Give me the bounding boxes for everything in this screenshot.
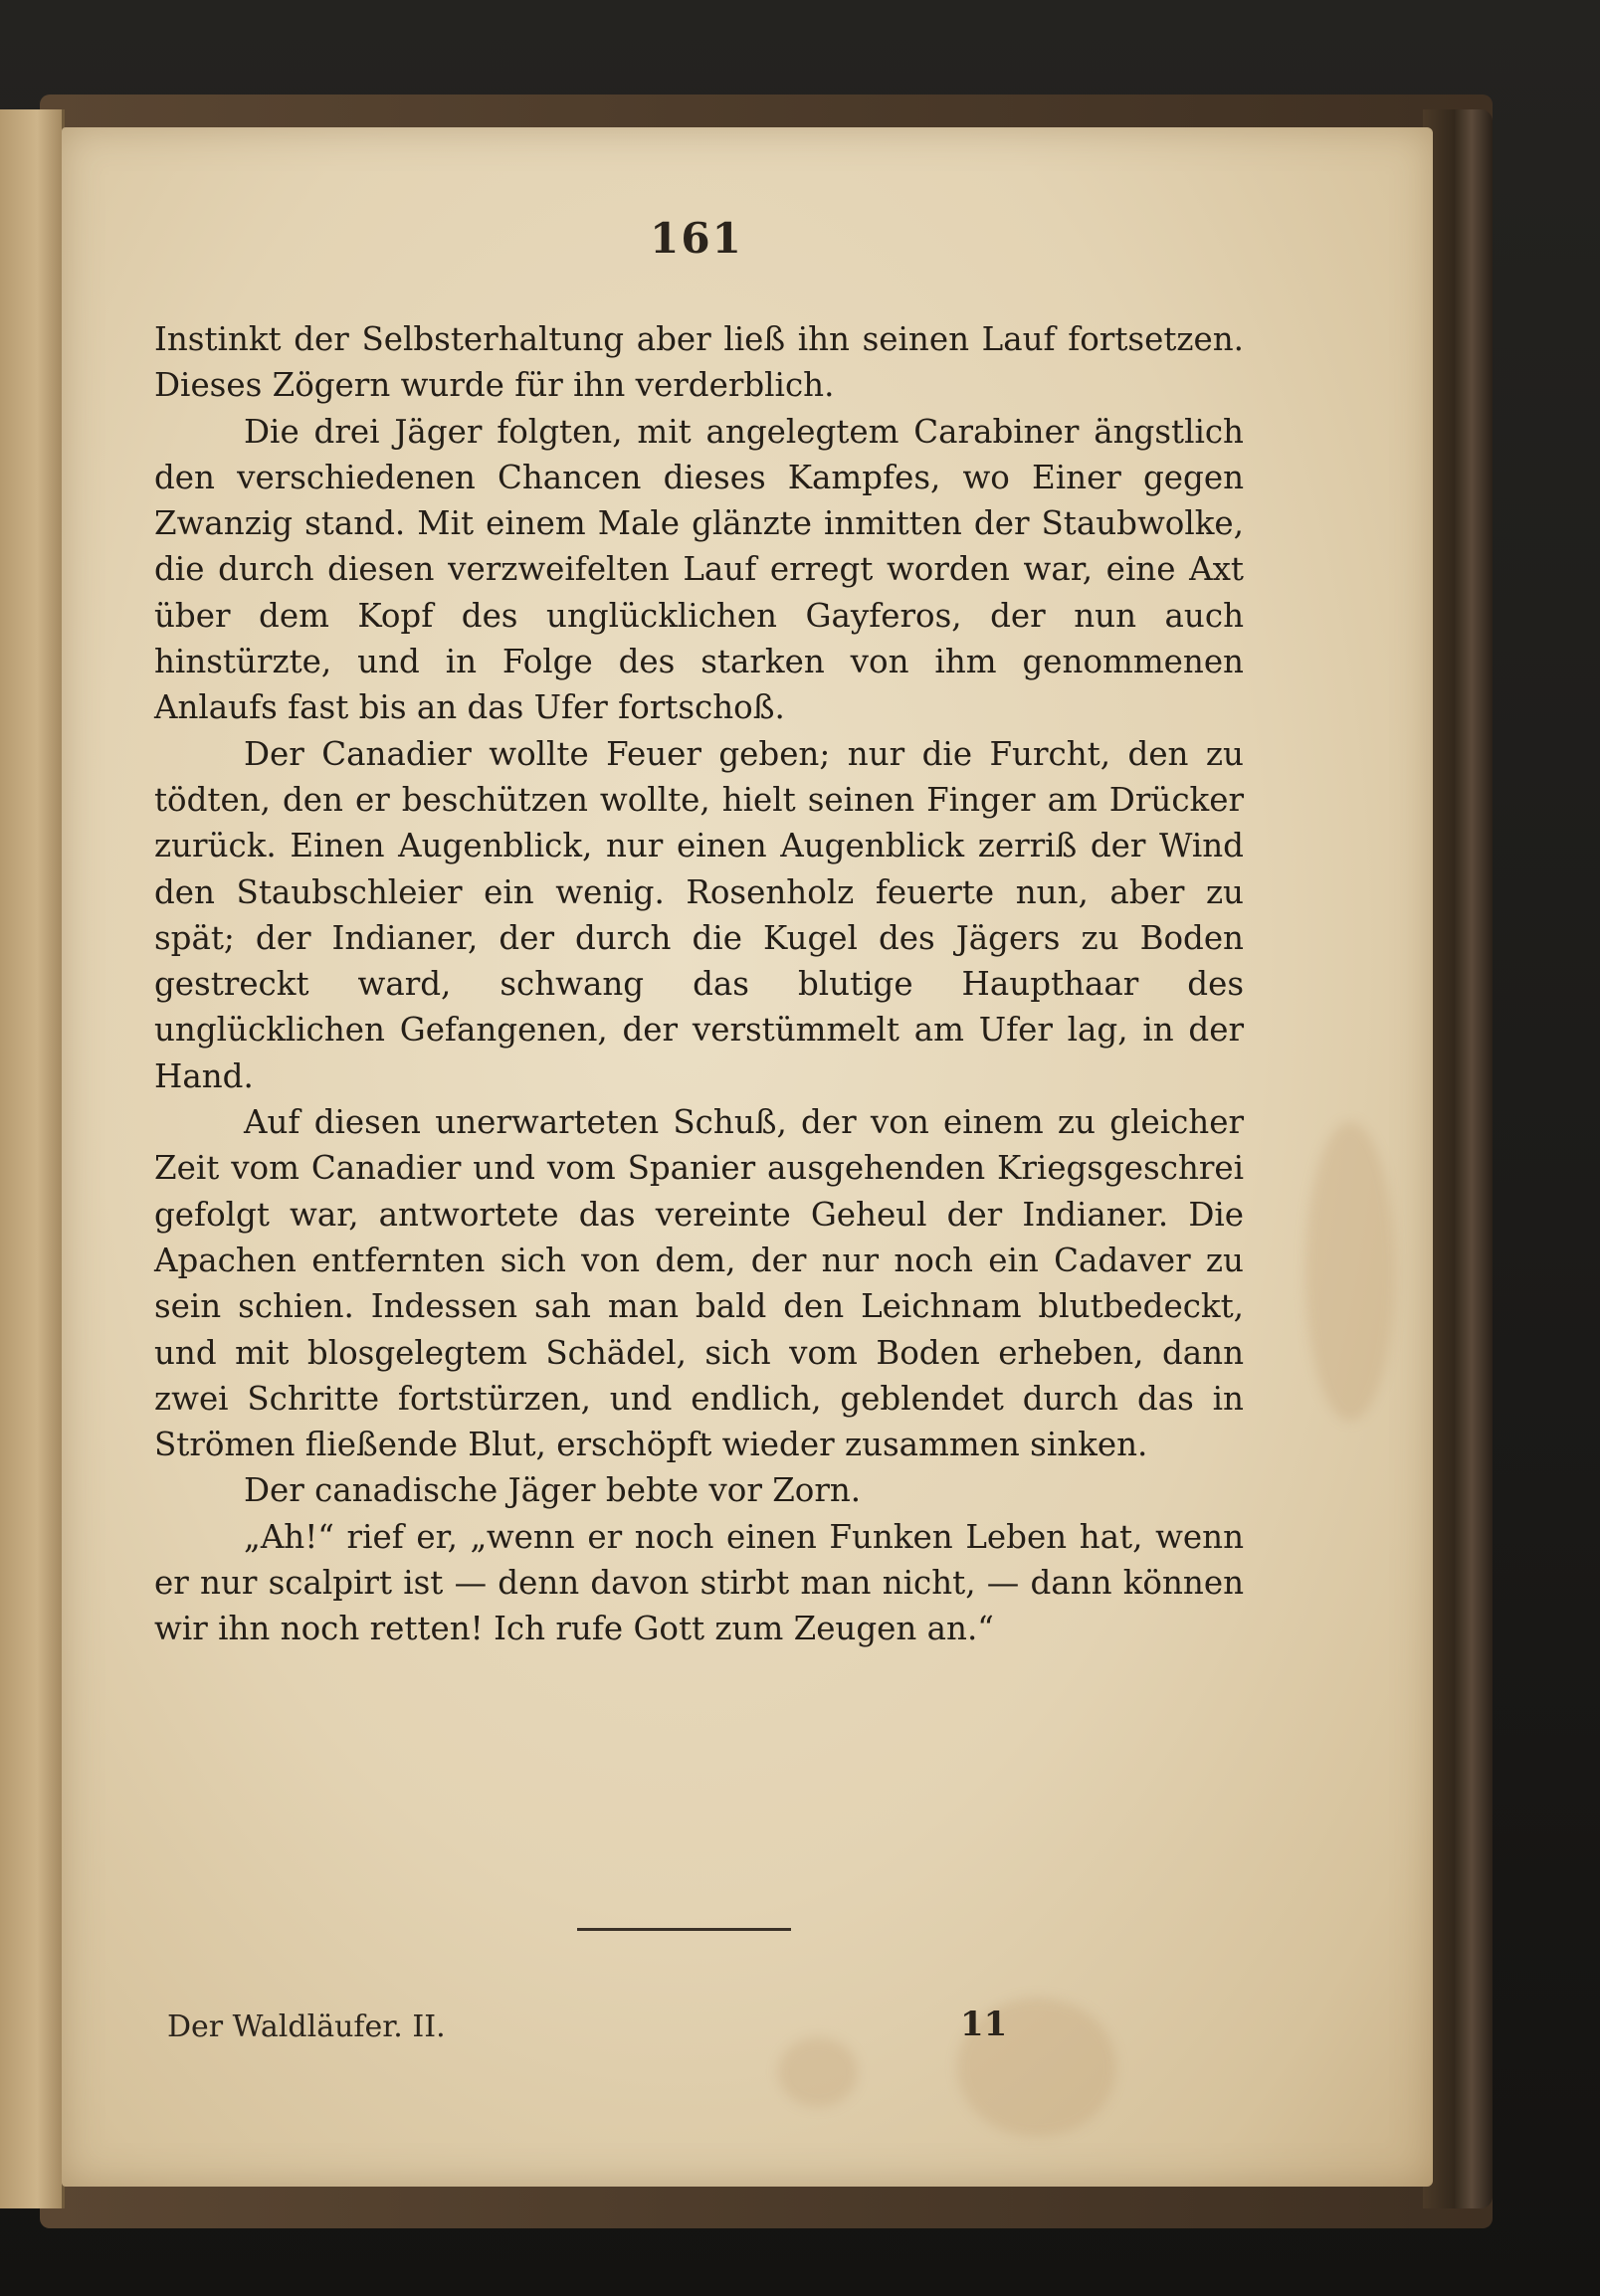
section-rule bbox=[577, 1928, 791, 1931]
footer-signature-mark: 11 bbox=[960, 2005, 1008, 2044]
paragraph: Der Canadier wollte Feuer geben; nur die Furcht, den zu tödten, den er beschützen wollte, hielt seinen Finger am Drücker zurück. Einen Augenblick, nur einen Augenblick zerriß der Wind den Staubschleier ein wenig. Rosenholz feuerte nun, aber zu spät; der Indianer, der durch die Kugel des Jägers zu Boden gestreckt ward, schwang das blutige Haupthaar des unglücklichen Gefangenen, der verstümmelt am Ufer lag, in der Hand. bbox=[154, 734, 1244, 1095]
facing-page-edge bbox=[0, 109, 65, 2208]
paper-stain bbox=[1305, 1122, 1395, 1421]
paragraph: Instinkt der Selbsterhaltung aber ließ ihn seinen Lauf fortsetzen. Dieses Zögern wurde für ihn verderblich. bbox=[154, 320, 1244, 405]
paragraph: Die drei Jäger folgten, mit angelegtem Carabiner ängstlich den verschiedenen Chancen dieses Kampfes, wo Einer gegen Zwanzig stand. Mit einem Male glänzte inmitten der Staubwolke, die durch diesen verzweifelten Lauf erregt worden war, eine Axt über dem Kopf des unglücklichen Gayferos, der nun auch hinstürzte, und in Folge des starken von ihm genommenen Anlaufs fast bis an das Ufer fortschoß. bbox=[154, 412, 1244, 727]
footer-book-title: Der Waldläufer. II. bbox=[167, 2009, 446, 2044]
body-text bbox=[154, 316, 1244, 1652]
page-number: 161 bbox=[650, 214, 743, 263]
book-binding-edge bbox=[1423, 109, 1493, 2208]
paper-stain bbox=[778, 2037, 858, 2107]
paragraph: Der canadische Jäger bebte vor Zorn. bbox=[244, 1471, 862, 1510]
paragraph: Auf diesen unerwarteten Schuß, der von einem zu gleicher Zeit vom Canadier und vom Spanier ausgehenden Kriegsgeschrei gefolgt war, antwortete das vereinte Geheul der Indianer. Die Apachen entfernten sich von dem, der nur noch ein Cadaver zu sein schien. Indessen sah man bald den Leichnam blutbedeckt, und mit blosgelegtem Schädel, sich vom Boden erheben, dann zwei Schritte fortstürzen, und endlich, geblendet durch das in Strömen fließende Blut, erschöpft wieder zusammen sinken. bbox=[154, 1103, 1244, 1464]
paragraph: „Ah!“ rief er, „wenn er noch einen Funken Leben hat, wenn er nur scalpirt ist — denn davon stirbt man nicht, — dann können wir ihn noch retten! Ich rufe Gott zum Zeugen an.“ bbox=[154, 1517, 1244, 1648]
